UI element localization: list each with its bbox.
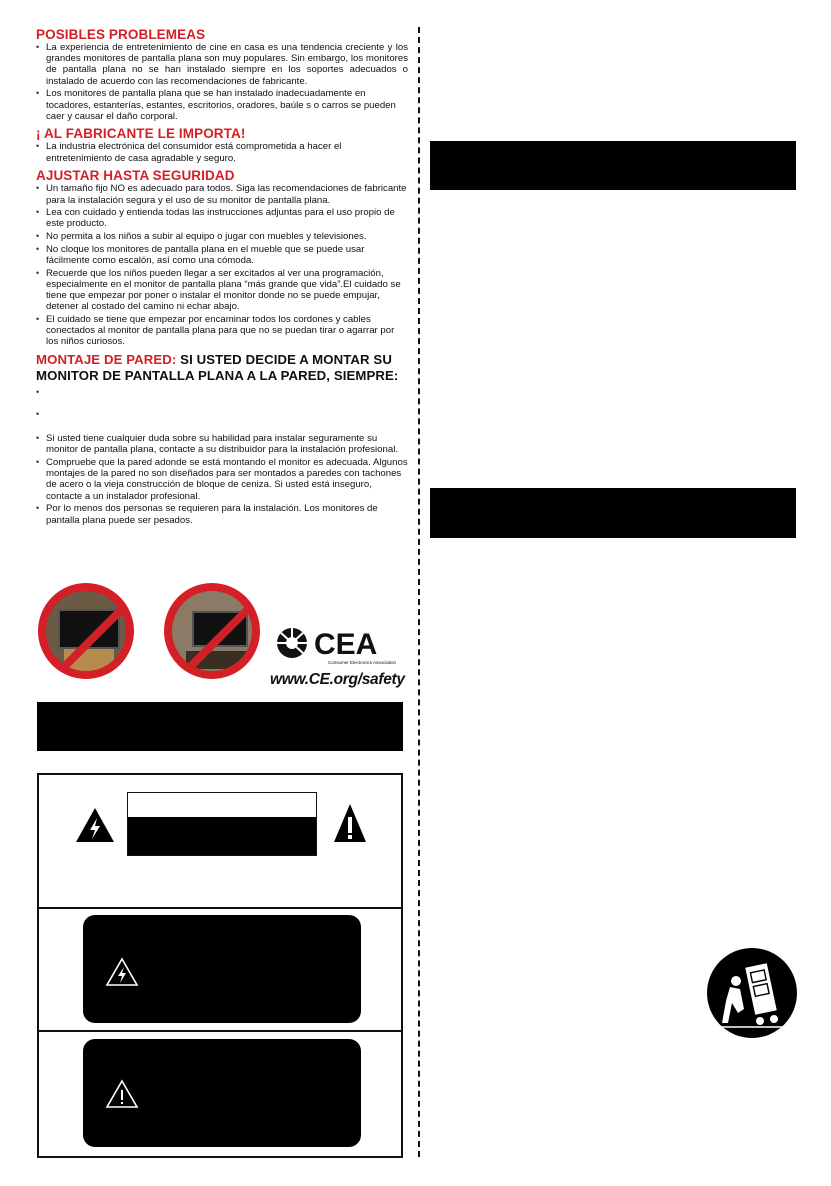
cea-url: www.CE.org/safety: [270, 671, 405, 688]
list-item: • Compruebe que la pared adonde se está montando el monitor es adecuada. Algunos montajes de la pared no son diseñados para ser montados a paredes con tachones de acero o la vieja construcción de bloque de ceniza. Si usted está inseguro, contacte a un instalador profesional.: [36, 457, 408, 502]
montaje-title-black-2: MONITOR DE PANTALLA PLANA A LA PARED, SIEMPRE:: [36, 367, 399, 383]
list-item-empty: [36, 409, 408, 421]
safety-icons-row: [0, 583, 410, 693]
montaje-title-black-1: SI USTED DECIDE A MONTAR SU: [176, 352, 392, 368]
cart-warning-icon: [706, 947, 798, 1039]
list-item: • Por lo menos dos personas se requieren para la instalación. Los monitores de pantalla plana puede ser pesados.: [36, 503, 408, 525]
list-item: • Lea con cuidado y entienda todas las instrucciones adjuntas para el uso propio de este producto.: [36, 207, 408, 229]
section-title-posibles: POSIBLES PROBLEMEAS: [36, 27, 206, 42]
list-item: • La industria electrónica del consumidor está comprometida a hacer el entretenimiento de casa agradable y seguro.: [36, 141, 408, 163]
list-item: • Los monitores de pantalla plana que se han instalado inadecuadamente en tocadores, estanterías, estantes, escritorios, oradores, baúle s o carros se pueden caer y causar el daño corporal.: [36, 88, 408, 122]
list-item: • Un tamaño fijo NO es adecuado para todos. Siga las recomendaciones de fabricante para la instalación segura y el uso de su monitor de pantalla plana.: [36, 183, 408, 205]
warning-panel-electric: [83, 915, 361, 1023]
exclamation-warning-icon: [333, 803, 367, 843]
left-column: [36, 27, 408, 527]
list-item: • La experiencia de entretenimiento de cine en casa es una tendencia creciente y los grandes monitores de pantalla plana son muy populares. Sin embargo, los monitores de pantalla plana no se han instalado siempre en los soportes adecuados o instalado de acuerdo con las recomendaciones de fabricante.: [36, 42, 408, 87]
list-item: • El cuidado se tiene que empezar por encaminar todos los cordones y cables conectados al monitor de pantalla plana para que no se puedan tirar o agarrar por los niños curiosos.: [36, 314, 408, 348]
list-item: • No cloque los monitores de pantalla plana en el mueble que se puede usar fácilmente como escalón, así como una cómoda.: [36, 244, 408, 266]
no-tv-on-dresser-icon: [38, 583, 134, 679]
warning-panel-caution: [83, 1039, 361, 1147]
lightning-warning-icon: [105, 957, 139, 987]
list-posibles: [36, 42, 408, 122]
cea-brand-text: CEA: [314, 628, 378, 661]
black-header-bar-right-1: [430, 141, 796, 190]
montaje-title-red: MONTAJE DE PARED:: [36, 352, 177, 368]
list-fabricante: [36, 141, 408, 163]
black-header-bar-left: [37, 702, 403, 751]
caution-label: [127, 792, 317, 856]
section-title-fabricante: ¡ AL FABRICANTE LE IMPORTA!: [36, 126, 246, 142]
warning-box: [37, 773, 403, 1158]
cea-tagline: Consumer Electronics Association: [328, 660, 397, 665]
section-title-ajustar: AJUSTAR HASTA SEGURIDAD: [36, 168, 235, 184]
list-ajustar: [36, 183, 408, 347]
no-tv-on-furniture-icon: [164, 583, 260, 679]
list-item: • Recuerde que los niños pueden llegar a ser excitados al ver una programación, especialmente en el monitor de pantalla plana “más grande que vida”.El cuidado se tiene que empezar por poner o instalar el monitor donde no se puede empujar, detener al costado del camino ni echar abajo.: [36, 268, 408, 313]
list-montaje: [36, 387, 408, 526]
list-item-empty: [36, 387, 408, 399]
list-item: • Si usted tiene cualquier duda sobre su habilidad para instalar seguramente su monitor de pantalla plana, contacte a su distribuidor para la instalación profesional.: [36, 433, 408, 455]
section-title-montaje: [36, 352, 408, 383]
exclamation-warning-icon: [105, 1079, 139, 1109]
lightning-warning-icon: [75, 807, 115, 843]
cea-logo: [272, 623, 402, 667]
black-header-bar-right-2: [430, 488, 796, 538]
list-item: • No permita a los niños a subir al equipo o jugar con muebles y televisiones.: [36, 231, 408, 242]
column-divider: [418, 27, 420, 1157]
